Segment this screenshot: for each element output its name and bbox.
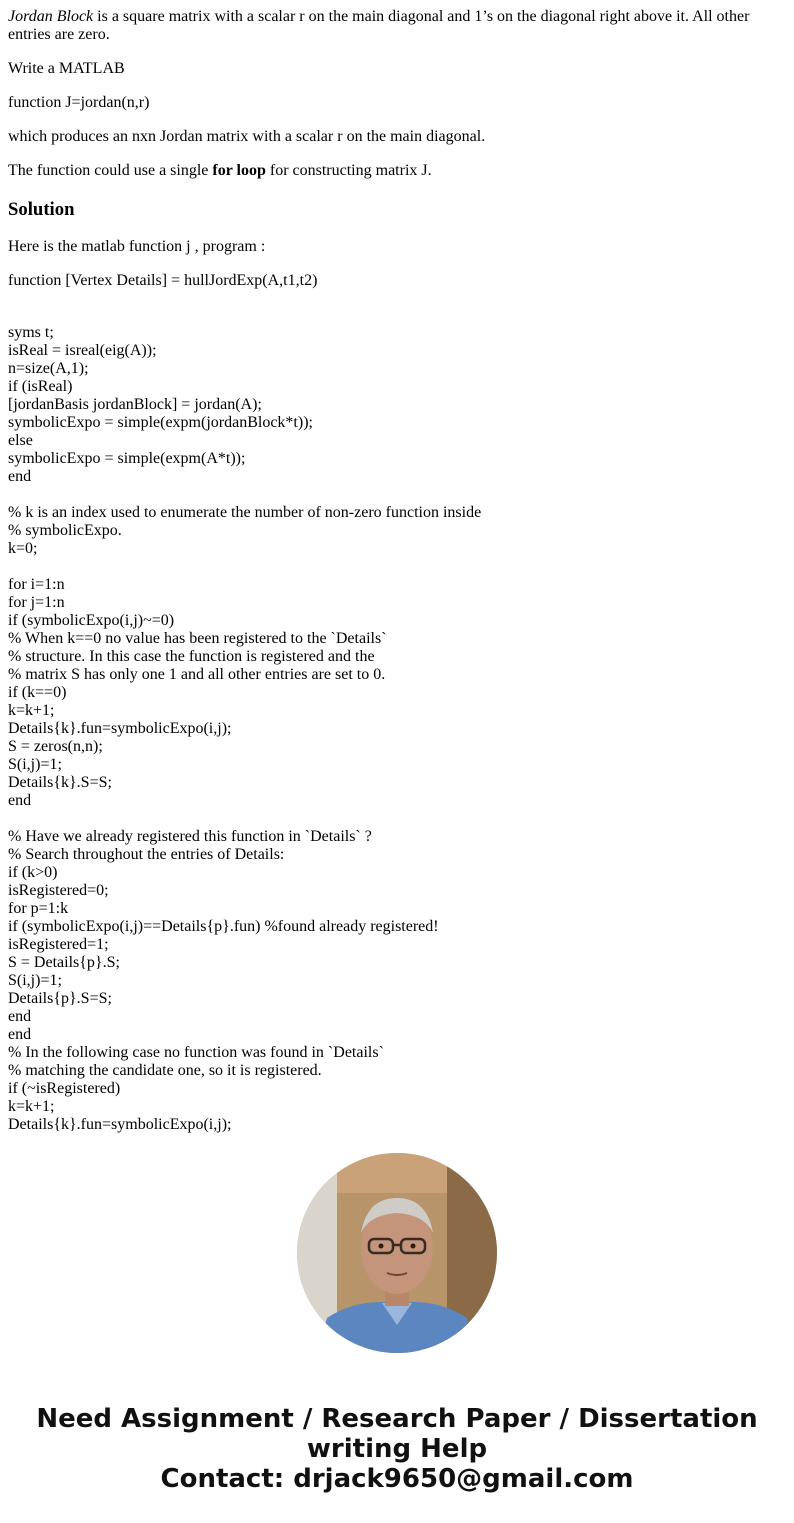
code-line: % In the following case no function was found in `Details` bbox=[8, 1044, 384, 1061]
code-line: n=size(A,1); bbox=[8, 360, 89, 377]
code-block bbox=[8, 324, 786, 1134]
code-line: if (k>0) bbox=[8, 864, 58, 881]
code-line: S(i,j)=1; bbox=[8, 972, 62, 989]
code-line: end bbox=[8, 1008, 32, 1025]
code-line: % matching the candidate one, so it is registered. bbox=[8, 1062, 322, 1079]
footer-line-1: Need Assignment / Research Paper / Dissertation bbox=[36, 1404, 758, 1434]
code-line: if (isReal) bbox=[8, 378, 73, 395]
code-line: end bbox=[8, 1026, 32, 1043]
code-line: end bbox=[8, 792, 32, 809]
code-line bbox=[8, 810, 786, 828]
code-line: for i=1:n bbox=[8, 576, 65, 593]
author-avatar bbox=[297, 1153, 497, 1353]
code-line: isRegistered=1; bbox=[8, 936, 109, 953]
code-line: if (k==0) bbox=[8, 684, 67, 701]
code-line: syms t; bbox=[8, 324, 54, 341]
code-line: if (symbolicExpo(i,j)==Details{p}.fun) %found already registered! bbox=[8, 918, 439, 935]
code-line: if (symbolicExpo(i,j)~=0) bbox=[8, 612, 175, 629]
person-portrait-icon bbox=[297, 1153, 497, 1353]
intro-text: is a square matrix with a scalar r on the main diagonal and 1’s on the diagonal right above it. All other entries are zero. bbox=[8, 8, 750, 43]
code-line: if (~isRegistered) bbox=[8, 1080, 121, 1097]
code-line: % When k==0 no value has been registered to the `Details` bbox=[8, 630, 387, 647]
loop-post: for constructing matrix J. bbox=[265, 162, 432, 179]
code-line: % structure. In this case the function is registered and the bbox=[8, 648, 375, 665]
code-line: Details{p}.S=S; bbox=[8, 990, 112, 1007]
question-line-write: Write a MATLAB bbox=[8, 60, 125, 77]
loop-pre: The function could use a single bbox=[8, 162, 213, 179]
code-line: Details{k}.S=S; bbox=[8, 774, 112, 791]
code-line: S(i,j)=1; bbox=[8, 756, 62, 773]
code-line: k=k+1; bbox=[8, 1098, 55, 1115]
code-line: S = Details{p}.S; bbox=[8, 954, 120, 971]
solution-heading: Solution bbox=[8, 199, 75, 220]
solution-signature: function [Vertex Details] = hullJordExp(A,t1,t2) bbox=[8, 272, 318, 289]
footer-banner bbox=[0, 1404, 794, 1494]
term-jordan-block: Jordan Block bbox=[8, 8, 94, 25]
code-line: % Have we already registered this function in `Details` ? bbox=[8, 828, 372, 845]
code-line: % symbolicExpo. bbox=[8, 522, 122, 539]
code-line: symbolicExpo = simple(expm(jordanBlock*t)); bbox=[8, 414, 313, 431]
question-line-loop bbox=[8, 162, 786, 180]
code-line: k=k+1; bbox=[8, 702, 55, 719]
code-line: symbolicExpo = simple(expm(A*t)); bbox=[8, 450, 246, 467]
question-intro bbox=[8, 8, 786, 44]
code-line: % k is an index used to enumerate the number of non-zero function inside bbox=[8, 504, 482, 521]
code-line: else bbox=[8, 432, 33, 449]
code-line: Details{k}.fun=symbolicExpo(i,j); bbox=[8, 720, 232, 737]
question-line-description: which produces an nxn Jordan matrix with a scalar r on the main diagonal. bbox=[8, 128, 486, 145]
footer-contact: Contact: drjack9650@gmail.com bbox=[160, 1464, 634, 1494]
code-line bbox=[8, 558, 786, 576]
code-line: end bbox=[8, 468, 32, 485]
loop-bold: for loop bbox=[212, 162, 266, 179]
code-line bbox=[8, 486, 786, 504]
code-line: isRegistered=0; bbox=[8, 882, 109, 899]
code-line: for p=1:k bbox=[8, 900, 69, 917]
solution-body bbox=[8, 238, 786, 1134]
code-line: isReal = isreal(eig(A)); bbox=[8, 342, 157, 359]
code-line: % matrix S has only one 1 and all other entries are set to 0. bbox=[8, 666, 386, 683]
question-line-function: function J=jordan(n,r) bbox=[8, 94, 150, 111]
code-line: S = zeros(n,n); bbox=[8, 738, 103, 755]
document-content bbox=[8, 8, 786, 1133]
solution-intro: Here is the matlab function j , program : bbox=[8, 238, 266, 255]
code-line: k=0; bbox=[8, 540, 38, 557]
code-line: [jordanBasis jordanBlock] = jordan(A); bbox=[8, 396, 262, 413]
code-line: for j=1:n bbox=[8, 594, 65, 611]
code-line: % Search throughout the entries of Details: bbox=[8, 846, 285, 863]
code-line: Details{k}.fun=symbolicExpo(i,j); bbox=[8, 1116, 232, 1133]
footer-line-2: writing Help bbox=[306, 1434, 488, 1464]
